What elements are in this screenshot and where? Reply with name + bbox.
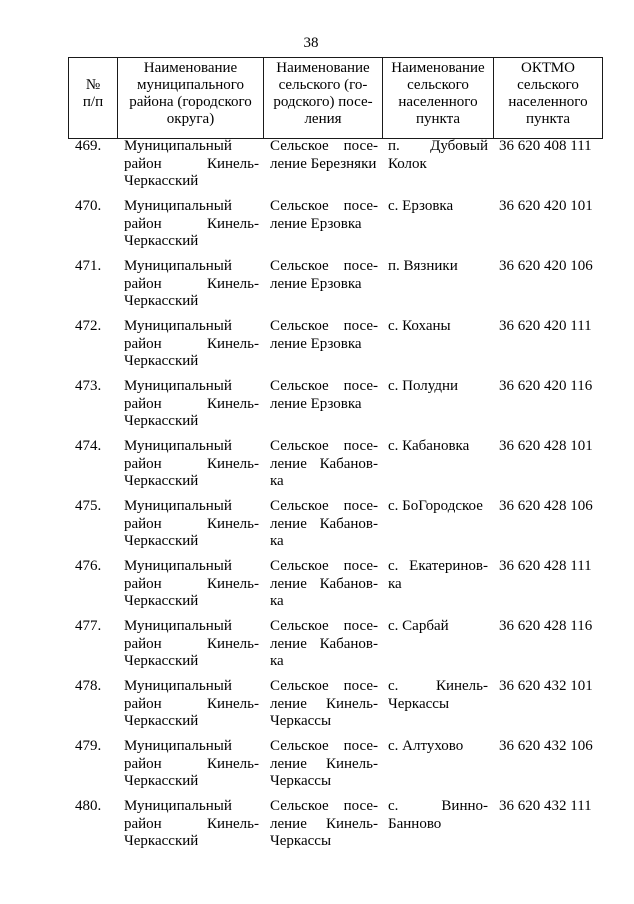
settlement-line: ление Ерзовка — [270, 335, 362, 352]
district-line: Муниципальный — [124, 618, 232, 634]
table-row — [68, 498, 602, 558]
table-row — [68, 618, 602, 678]
settlement-line: ка — [270, 473, 284, 489]
district-line: Муниципальный — [124, 738, 232, 754]
oktmo-code: 36 620 420 106 — [499, 258, 593, 274]
table-row — [68, 198, 602, 258]
district-cell — [117, 498, 263, 558]
header-cell-text — [69, 60, 117, 128]
locality-cell — [382, 678, 493, 738]
settlement-line: Черкассы — [270, 773, 332, 789]
header-cell-text — [118, 60, 263, 128]
district-line: район Кинель- — [124, 335, 259, 352]
settlement-line: ление Ерзовка — [270, 275, 362, 292]
settlement-line: Сельское посе- — [270, 378, 378, 394]
district-line: Черкасский — [124, 593, 199, 609]
locality-line: с. Винно- — [388, 798, 488, 814]
header-line: ления — [304, 111, 342, 127]
settlement-line: ление Кабанов- — [270, 455, 378, 472]
locality-line: с. Кабановка — [388, 438, 470, 454]
settlement-line: ление Березняки — [270, 155, 377, 172]
header-line: сельского — [407, 77, 469, 93]
district-line: Черкасский — [124, 473, 199, 489]
row-number: 469. — [75, 138, 102, 154]
table-header — [68, 57, 603, 139]
settlement-line: ка — [270, 533, 284, 549]
settlement-line: ление Кинель- — [270, 755, 378, 772]
locality-cell — [382, 198, 493, 258]
settlement-cell — [263, 498, 382, 558]
district-line: район Кинель- — [124, 635, 259, 652]
settlement-line: Сельское посе- — [270, 138, 378, 154]
district-line: Муниципальный — [124, 438, 232, 454]
locality-cell — [382, 618, 493, 678]
district-line: Черкасский — [124, 233, 199, 249]
locality-line: с. Коханы — [388, 318, 451, 334]
header-cell-district — [117, 58, 263, 138]
row-number: 476. — [75, 558, 102, 574]
settlement-cell — [263, 438, 382, 498]
header-cell-locality — [382, 58, 493, 138]
page-number: 38 — [303, 35, 319, 51]
header-line: сельского — [517, 77, 579, 93]
settlement-line: Сельское посе- — [270, 678, 378, 694]
oktmo-code: 36 620 432 111 — [499, 798, 592, 814]
row-number: 470. — [75, 198, 102, 214]
settlement-line: Черкассы — [270, 713, 332, 729]
district-cell — [117, 678, 263, 738]
header-cell-oktmo — [493, 58, 602, 138]
settlement-line: Сельское посе- — [270, 558, 378, 574]
table-body — [68, 138, 602, 858]
row-number: 475. — [75, 498, 102, 514]
settlement-line: ка — [270, 653, 284, 669]
district-cell — [117, 138, 263, 198]
locality-line: Банново — [388, 815, 442, 832]
district-line: Муниципальный — [124, 138, 232, 154]
table-row — [68, 738, 602, 798]
oktmo-code: 36 620 428 116 — [499, 618, 593, 634]
district-cell — [117, 558, 263, 618]
district-line: Черкасский — [124, 293, 199, 309]
header-line: № — [85, 77, 101, 93]
settlement-line: ление Ерзовка — [270, 215, 362, 232]
settlement-cell — [263, 258, 382, 318]
oktmo-code: 36 620 432 106 — [499, 738, 593, 754]
locality-line: с. Кинель- — [388, 678, 488, 694]
district-line: Черкасский — [124, 653, 199, 669]
locality-line: ка — [388, 575, 402, 592]
district-line: Муниципальный — [124, 678, 232, 694]
settlement-line: ление Кабанов- — [270, 575, 378, 592]
header-line: Наименование — [391, 60, 485, 76]
district-line: Черкасский — [124, 413, 199, 429]
header-cell-settlement — [263, 58, 382, 138]
header-line: Наименование — [276, 60, 370, 76]
settlement-line: Черкассы — [270, 833, 332, 849]
district-line: район Кинель- — [124, 575, 259, 592]
header-line: пункта — [525, 111, 571, 127]
settlement-cell — [263, 138, 382, 198]
district-line: Муниципальный — [124, 198, 232, 214]
settlement-line: Сельское посе- — [270, 318, 378, 334]
district-line: Черкасский — [124, 833, 199, 849]
district-line: Муниципальный — [124, 498, 232, 514]
oktmo-code: 36 620 420 101 — [499, 198, 593, 214]
district-cell — [117, 798, 263, 858]
table-row — [68, 258, 602, 318]
settlement-cell — [263, 618, 382, 678]
row-number: 472. — [75, 318, 102, 334]
header-line: Наименование — [143, 60, 238, 76]
row-number: 478. — [75, 678, 102, 694]
settlement-line: Сельское посе- — [270, 798, 378, 814]
header-line: сельского (го- — [278, 77, 368, 93]
locality-line: с. Алтухово — [388, 738, 464, 754]
locality-line: с. Полудни — [388, 378, 459, 394]
header-line: п/п — [82, 94, 104, 110]
header-line: родского) посе- — [273, 94, 373, 110]
settlement-line: ление Ерзовка — [270, 395, 362, 412]
row-number: 474. — [75, 438, 102, 454]
district-line: район Кинель- — [124, 755, 259, 772]
settlement-line: Сельское посе- — [270, 738, 378, 754]
header-cell-text — [494, 60, 602, 128]
table-row — [68, 318, 602, 378]
locality-cell — [382, 378, 493, 438]
table-row — [68, 378, 602, 438]
district-line: Черкасский — [124, 713, 199, 729]
settlement-cell — [263, 558, 382, 618]
district-line: Муниципальный — [124, 318, 232, 334]
locality-cell — [382, 798, 493, 858]
district-line: район Кинель- — [124, 515, 259, 532]
settlement-cell — [263, 798, 382, 858]
header-line: района (городского — [129, 94, 252, 110]
district-line: район Кинель- — [124, 395, 259, 412]
oktmo-code: 36 620 428 111 — [499, 558, 592, 574]
settlement-cell — [263, 738, 382, 798]
settlement-line: ление Кабанов- — [270, 635, 378, 652]
header-line: населенного — [398, 94, 478, 110]
oktmo-code: 36 620 428 106 — [499, 498, 593, 514]
district-line: Муниципальный — [124, 258, 232, 274]
locality-cell — [382, 138, 493, 198]
settlement-line: Сельское посе- — [270, 498, 378, 514]
row-number: 471. — [75, 258, 102, 274]
header-line: округа) — [166, 111, 215, 127]
district-line: Черкасский — [124, 173, 199, 189]
row-number: 477. — [75, 618, 102, 634]
locality-line: Черкассы — [388, 695, 450, 712]
district-line: район Кинель- — [124, 155, 259, 172]
locality-cell — [382, 498, 493, 558]
district-line: район Кинель- — [124, 695, 259, 712]
district-line: район Кинель- — [124, 275, 259, 292]
table-row — [68, 558, 602, 618]
settlement-line: ление Кинель- — [270, 695, 378, 712]
settlement-cell — [263, 318, 382, 378]
header-line: пункта — [415, 111, 461, 127]
oktmo-code: 36 620 408 111 — [499, 138, 592, 154]
oktmo-code: 36 620 432 101 — [499, 678, 593, 694]
district-line: район Кинель- — [124, 215, 259, 232]
settlement-line: Сельское посе- — [270, 618, 378, 634]
oktmo-code: 36 620 428 101 — [499, 438, 593, 454]
district-cell — [117, 438, 263, 498]
row-number: 473. — [75, 378, 102, 394]
settlement-line: ление Кабанов- — [270, 515, 378, 532]
locality-cell — [382, 438, 493, 498]
district-cell — [117, 618, 263, 678]
settlement-line: Сельское посе- — [270, 258, 378, 274]
locality-line: с. БоГородское — [388, 498, 483, 514]
table-row — [68, 438, 602, 498]
district-cell — [117, 318, 263, 378]
header-cell-text — [383, 60, 493, 128]
locality-line: п. Вязники — [388, 258, 458, 274]
district-cell — [117, 378, 263, 438]
district-line: Черкасский — [124, 533, 199, 549]
header-cell-number — [69, 58, 117, 138]
settlement-cell — [263, 198, 382, 258]
district-line: район Кинель- — [124, 815, 259, 832]
table-row — [68, 798, 602, 858]
oktmo-code: 36 620 420 116 — [499, 378, 593, 394]
district-line: Черкасский — [124, 353, 199, 369]
settlement-cell — [263, 378, 382, 438]
district-cell — [117, 738, 263, 798]
locality-line: с. Сарбай — [388, 618, 449, 634]
header-cell-text — [264, 60, 382, 128]
settlement-cell — [263, 678, 382, 738]
header-line: населенного — [508, 94, 588, 110]
district-cell — [117, 258, 263, 318]
table-row — [68, 138, 602, 198]
district-line: Муниципальный — [124, 558, 232, 574]
settlement-line: ка — [270, 593, 284, 609]
row-number: 480. — [75, 798, 102, 814]
row-number: 479. — [75, 738, 102, 754]
locality-line: с. Екатеринов- — [388, 558, 488, 574]
settlement-line: Сельское посе- — [270, 198, 378, 214]
locality-cell — [382, 558, 493, 618]
locality-line: с. Ерзовка — [388, 198, 454, 214]
locality-cell — [382, 738, 493, 798]
locality-cell — [382, 258, 493, 318]
district-line: Муниципальный — [124, 378, 232, 394]
district-line: район Кинель- — [124, 455, 259, 472]
district-cell — [117, 198, 263, 258]
locality-cell — [382, 318, 493, 378]
oktmo-code: 36 620 420 111 — [499, 318, 592, 334]
settlement-line: Сельское посе- — [270, 438, 378, 454]
locality-line: п. Дубовый — [388, 138, 488, 154]
settlement-line: ление Кинель- — [270, 815, 378, 832]
district-line: Черкасский — [124, 773, 199, 789]
header-line: ОКТМО — [521, 60, 575, 76]
header-line: муниципального — [136, 77, 245, 93]
district-line: Муниципальный — [124, 798, 232, 814]
table-row — [68, 678, 602, 738]
locality-line: Колок — [388, 155, 427, 172]
